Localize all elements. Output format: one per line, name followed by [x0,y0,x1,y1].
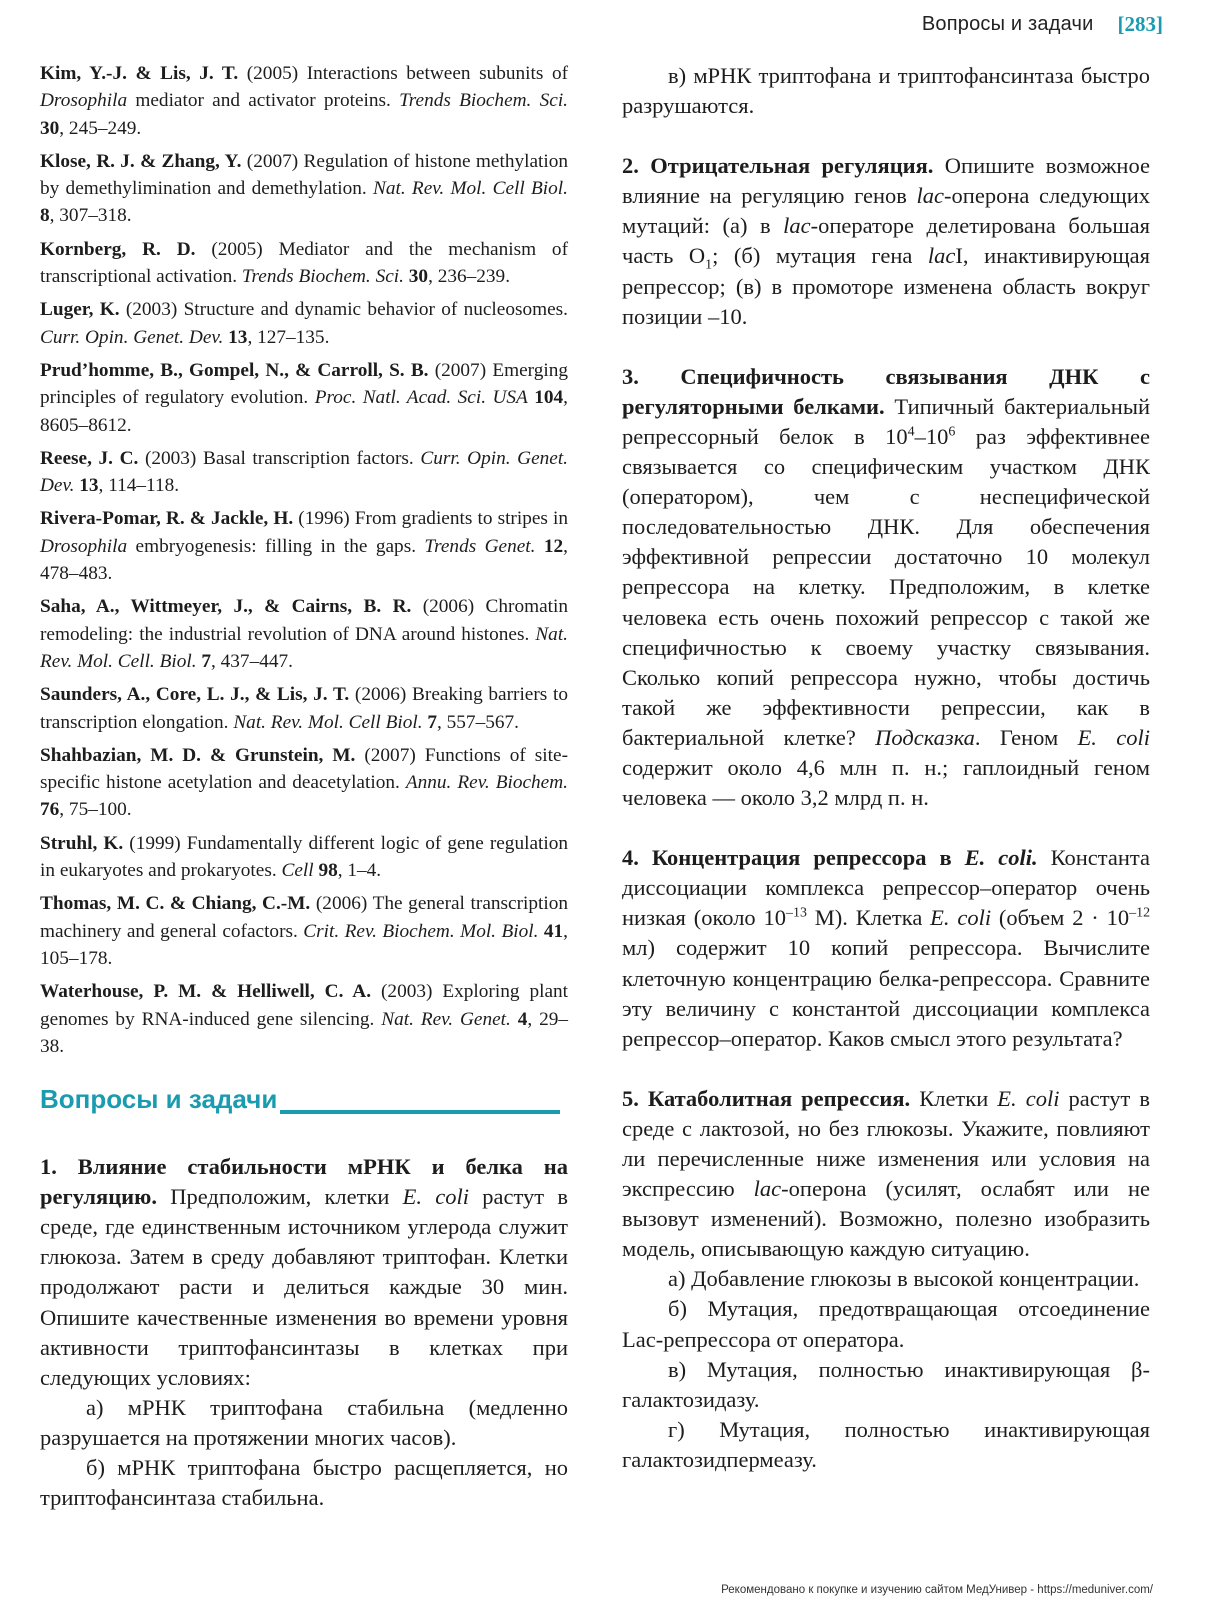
reference-item: Saha, A., Wittmeyer, J., & Cairns, B. R. (2006) Chromatin remodeling: the industrial revolution of DNA around histones. Nat. Rev. Mol. Cell. Biol. 7, 437–447. [40,596,569,672]
problem-2: 2. Отрицательная регуляция. Опишите возможное влияние на регуляцию генов lac-оперона следующих мутаций: (а) в lac-операторе делетирована большая часть $O_1$; (б) мутация гена lacI, инактивирующая репрессор; (в) в промоторе изменена область вокруг позиции –10. [622,153,1150,329]
problem-5-option-b: б) Мутация, предотвращающая отсоединение Lac-репрессора от оператора. [622,1296,1150,1352]
page-header [922,6,1163,42]
footer-note: Рекомендовано к покупке и изучению сайтом МедУнивер - https://meduniver.com/ [721,1584,1153,1596]
reference-item: Klose, R. J. & Zhang, Y. (2007) Regulation of histone methylation by demethylimination and demethylation. Nat. Rev. Mol. Cell Biol. 8, 307–318. [40,150,569,227]
reference-item: Waterhouse, P. M. & Helliwell, C. A. (2003) Exploring plant genomes by RNA-induced gene silencing. Nat. Rev. Genet. 4, 29–38. [40,981,569,1057]
problem-5-option-a: а) Добавление глюкозы в высокой концентрации. [668,1266,1140,1292]
problem-5 [622,1084,1150,1475]
reference-item: Rivera-Pomar, R. & Jackle, H. (1996) From gradients to stripes in Drosophila embryogenesis: filling in the gaps. Trends Genet. 12, 478–483. [40,508,569,585]
problem-5-text: 5. Катаболитная репрессия. Клетки E. coli растут в среде с лактозой, но без глюкозы. Укажите, повлияют ли перечисленные ниже изменения или условия на экспрессию lac-оперона (усилят, ослабят или не вызовут изменений). Возможно, полезно изобразить модель, описывающую каждую ситуацию. [622,1085,1151,1262]
problem-3: 3. Специфичность связывания ДНК с регуляторными белками. Типичный бактериальный репрессорный белок в $10^4-10^6$ раз эффективнее связывается со специфическим участком ДНК (оператором), чем с неспецифической последовательностью ДНК. Для обеспечения эффективной репрессии достаточно 10 молекул репрессора на клетку. Предположим, в клетке человека есть очень похожий репрессор с такой же специфичностью к своему участку связывания. Сколько копий репрессора нужно, чтобы достичь такой же эффективности репрессии, как в бактериальной клетке? Подсказка. Геном E. coli содержит около 4,6 млн п. н.; гаплоидный геном человека — около 3,2 млрд п. н. [622,363,1150,811]
left-column [40,60,568,1513]
reference-item: Reese, J. C. (2003) Basal transcription factors. Curr. Opin. Genet. Dev. 13, 114–118. [40,447,569,497]
problem-1-option-c: в) мРНК триптофана и триптофансинтаза быстро разрушаются. [622,63,1150,119]
running-header-title: Вопросы и задачи [921,12,1094,35]
reference-item: Kim, Y.-J. & Lis, J. T. (2005) Interactions between subunits of Drosophila mediator and activator proteins. Trends Biochem. Sci. 30, 245–249. [40,63,569,139]
problem-5-option-c: в) Мутация, полностью инактивирующая β-галактозидазу. [622,1356,1150,1412]
reference-item: Struhl, K. (1999) Fundamentally different logic of gene regulation in eukaryotes and prokaryotes. Cell 98, 1–4. [40,832,568,882]
reference-item: Prud’homme, B., Gompel, N., & Carroll, S. B. (2007) Emerging principles of regulatory evolution. Proc. Natl. Acad. Sci. USA 104, 8605–8612. [40,359,569,436]
section-heading [40,1082,568,1122]
problem-1-text: 1. Влияние стабильности мРНК и белка на регуляцию. Предположим, клетки E. coli растут в среде, где единственным источником углерода служит глюкоза. Затем в среду добавляют триптофан. Клетки продолжают расти и делиться каждые 30 мин. Опишите качественные изменения во времени уровня активности триптофансинтазы в клетках при следующих условиях: [40,1154,569,1390]
right-column [622,60,1150,1475]
reference-item: Shahbazian, M. D. & Grunstein, M. (2007) Functions of site-specific histone acetylation and deacetylation. Annu. Rev. Biochem. 76, 75–100. [40,744,568,821]
reference-item: Luger, K. (2003) Structure and dynamic behavior of nucleosomes. Curr. Opin. Genet. Dev. 13, 127–135. [40,299,569,348]
problem-4: 4. Концентрация репрессора в E. coli. Константа диссоциации комплекса репрессор–оператор очень низкая (около $10^{-13}$ М). Клетка E. coli (объем $2 \cdot 10^{-12}$ мл) содержит 10 копий репрессора. Вычислите клеточную концентрацию белка-репрессора. Сравните эту величину с константой диссоциации комплекса репрессор–оператор. Каков смысл этого результата? [622,845,1151,1051]
page-number: [283] [1117,11,1163,36]
section-heading-text: Вопросы и задачи [40,1084,285,1115]
reference-item: Thomas, M. C. & Chiang, C.-M. (2006) The general transcription machinery and general cofactors. Crit. Rev. Biochem. Mol. Biol. 41, 105–178. [40,893,568,969]
problem-5-option-d: г) Мутация, полностью инактивирующая галактозидпермеазу. [622,1416,1150,1472]
reference-item: Saunders, A., Core, L. J., & Lis, J. T. (2006) Breaking barriers to transcription elongation. Nat. Rev. Mol. Cell Biol. 7, 557–567. [40,684,568,733]
problem-1-option-a: а) мРНК триптофана стабильна (медленно разрушается на протяжении многих часов). [40,1394,568,1450]
reference-list [40,60,568,1060]
reference-item: Kornberg, R. D. (2005) Mediator and the mechanism of transcriptional activation. Trends Biochem. Sci. 30, 236–239. [40,238,568,288]
problem-1-option-b: б) мРНК триптофана быстро расщепляется, но триптофансинтаза стабильна. [40,1455,568,1511]
problem-1 [40,1152,568,1513]
heading-rule [280,1110,560,1114]
